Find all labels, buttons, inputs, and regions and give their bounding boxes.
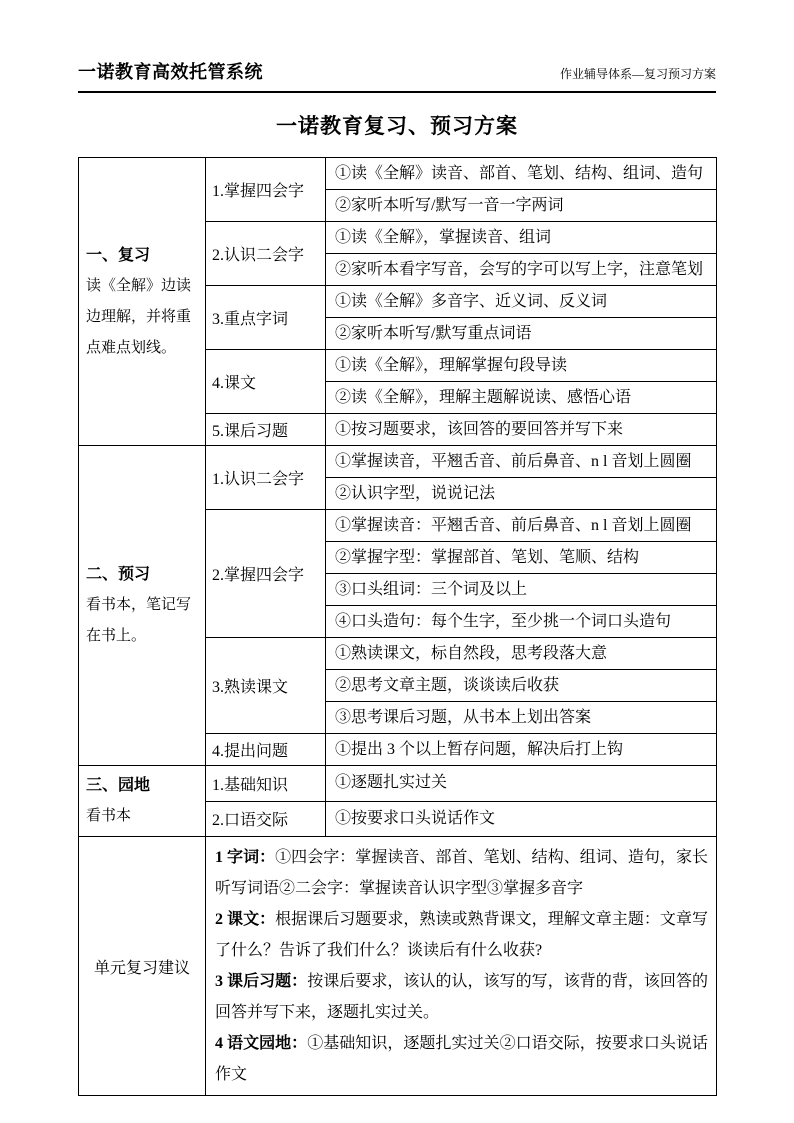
group-label-cell: 3.熟读课文 — [206, 638, 326, 734]
detail-cell: ③思考课后习题，从书本上划出答案 — [326, 702, 717, 734]
suggestion-paragraph-lead: 4 语文园地： — [215, 1035, 308, 1052]
group-label-cell: 5.课后习题 — [206, 414, 326, 446]
plan-table — [78, 157, 717, 1096]
group-label-cell: 2.口语交际 — [206, 801, 326, 837]
section-desc: 看书本，笔记写在书上。 — [86, 597, 192, 644]
suggestion-paragraph-lead: 3 课后习题： — [215, 973, 308, 990]
detail-cell: ②掌握字型：掌握部首、笔划、笔顺、结构 — [326, 542, 717, 574]
suggestion-paragraph — [215, 1028, 708, 1090]
detail-cell: ①读《全解》，理解掌握句段导读 — [326, 350, 717, 382]
suggestion-label-cell: 单元复习建议 — [79, 837, 206, 1096]
suggestion-paragraph-text: ①基础知识，逐题扎实过关②口语交际，按要求口头说话作文 — [215, 1035, 708, 1083]
section-garden-label-cell — [79, 766, 206, 837]
section-preview-label-cell — [79, 446, 206, 766]
detail-cell: ①读《全解》，掌握读音、组词 — [326, 222, 717, 254]
detail-cell: ②家听本听写/默写重点词语 — [326, 318, 717, 350]
page-header — [78, 58, 716, 93]
section-title: 一、复习 — [86, 246, 151, 264]
section-title: 二、预习 — [86, 566, 151, 583]
suggestion-paragraph — [215, 904, 708, 966]
header-brand-title: 一诺教育高效托管系统 — [78, 62, 263, 82]
page-title: 一诺教育复习、预习方案 — [276, 114, 518, 138]
group-label-cell: 4.课文 — [206, 350, 326, 414]
section-desc: 看书本 — [86, 808, 132, 824]
detail-cell: ①读《全解》读音、部首、笔划、结构、组词、造句 — [326, 158, 717, 190]
detail-cell: ①按要求口头说话作文 — [326, 801, 717, 837]
suggestion-content-cell — [206, 837, 717, 1096]
suggestion-paragraph-lead: 1 字词： — [215, 849, 276, 866]
group-label-cell: 2.认识二会字 — [206, 222, 326, 286]
suggestion-paragraph-lead: 2 课文： — [215, 911, 276, 928]
group-label-cell: 3.重点字词 — [206, 286, 326, 350]
detail-cell: ④口头造句：每个生字，至少挑一个词口头造句 — [326, 606, 717, 638]
group-label-cell: 1.基础知识 — [206, 766, 326, 802]
detail-cell: ①掌握读音：平翘舌音、前后鼻音、n l 音划上圆圈 — [326, 510, 717, 542]
section-desc: 读《全解》边读边理解，并将重点难点划线。 — [86, 277, 192, 356]
detail-cell: ③口头组词：三个词及以上 — [326, 574, 717, 606]
detail-cell: ①提出 3 个以上暂存问题，解决后打上钩 — [326, 734, 717, 766]
detail-cell: ①逐题扎实过关 — [326, 766, 717, 802]
group-label-cell: 1.认识二会字 — [206, 446, 326, 510]
group-label-cell: 4.提出问题 — [206, 734, 326, 766]
suggestion-paragraph-text: 按课后要求，该认的认，该写的写，该背的背，该回答的回答并写下来，逐题扎实过关。 — [215, 973, 708, 1021]
detail-cell: ②家听本听写/默写一音一字两词 — [326, 190, 717, 222]
header-subtitle: 作业辅导体系—复习预习方案 — [559, 67, 716, 81]
suggestion-paragraph-text: ①四会字：掌握读音、部首、笔划、结构、组词、造句，家长听写词语②二会字：掌握读音认识字型③掌握多音字 — [215, 849, 708, 897]
detail-cell: ①按习题要求，该回答的要回答并写下来 — [326, 414, 717, 446]
group-label-cell: 2.掌握四会字 — [206, 510, 326, 638]
detail-cell: ①掌握读音，平翘舌音、前后鼻音、n l 音划上圆圈 — [326, 446, 717, 478]
suggestion-paragraph-text: 根据课后习题要求，熟读或熟背课文，理解文章主题：文章写了什么？告诉了我们什么？谈读后有什么收获? — [215, 911, 708, 959]
suggestion-paragraph — [215, 966, 708, 1028]
table-row — [79, 837, 717, 1096]
section-review-label-cell — [79, 158, 206, 446]
table-row — [79, 766, 717, 802]
table-row — [79, 158, 717, 190]
detail-cell: ②读《全解》，理解主题解说读、感悟心语 — [326, 382, 717, 414]
detail-cell: ①读《全解》多音字、近义词、反义词 — [326, 286, 717, 318]
detail-cell: ②认识字型，说说记法 — [326, 478, 717, 510]
detail-cell: ①熟读课文，标自然段，思考段落大意 — [326, 638, 717, 670]
section-title: 三、园地 — [86, 777, 151, 794]
detail-cell: ②家听本看字写音，会写的字可以写上字，注意笔划 — [326, 254, 717, 286]
detail-cell: ②思考文章主题，谈谈读后收获 — [326, 670, 717, 702]
group-label-cell: 1.掌握四会字 — [206, 158, 326, 222]
table-row — [79, 446, 717, 478]
suggestion-paragraph — [215, 842, 708, 904]
